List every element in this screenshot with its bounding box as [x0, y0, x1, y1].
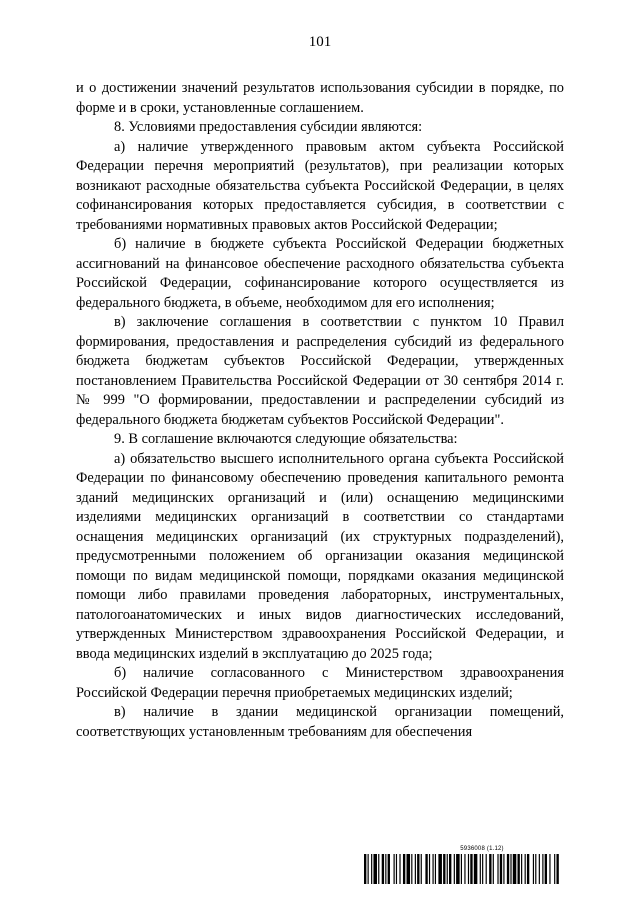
barcode-bar [407, 854, 411, 884]
barcode-bar [535, 854, 536, 884]
barcode-bar [470, 854, 472, 884]
barcode-bar [545, 854, 547, 884]
barcode-bar [493, 854, 494, 884]
barcode-bar [421, 854, 422, 884]
paragraph-clause-8a: а) наличие утвержденного правовым актом субъекта Российской Федерации перечня мероприятий (результатов), при реализации которых возникают расходные обязательства субъекта Российской Федерации, в целях софинансирования которых предоставляется субсидия, в соответствии с требованиями нормативных правовых актов Российской Федерации; [76, 138, 564, 233]
paragraph-clause-8: 8. Условиями предоставления субсидии являются: [114, 119, 423, 135]
barcode-bar [489, 854, 491, 884]
barcode-bar [517, 854, 519, 884]
barcode-bar [388, 854, 390, 884]
barcode-bar [554, 854, 555, 884]
barcode-bar [394, 854, 395, 884]
barcode-bar [461, 854, 462, 884]
barcode-block [364, 846, 560, 884]
barcode-bar [399, 854, 400, 884]
barcode-bar [486, 854, 487, 884]
barcode-bar [432, 854, 433, 884]
barcode-bar [513, 854, 517, 884]
barcode-bar [382, 854, 384, 884]
barcode-bar [507, 854, 509, 884]
paragraph-clause-9b: б) наличие согласованного с Министерством здравоохранения Российской Федерации перечня приобретаемых медицинских изделий; [76, 665, 564, 701]
barcode-bar [378, 854, 379, 884]
barcode-bar [482, 854, 483, 884]
barcode-bar [474, 854, 478, 884]
barcode-bar [368, 854, 369, 884]
barcode-bar [373, 854, 377, 884]
barcode-bar [411, 854, 412, 884]
barcode-bar [500, 854, 502, 884]
barcode-bar [456, 854, 460, 884]
barcode-bar [429, 854, 430, 884]
barcode-bar [454, 854, 455, 884]
barcode-bar [539, 854, 540, 884]
paragraph-continuation: и о достижении значений результатов использования субсидии в порядке, по форме и в сроки, установленные соглашением. [76, 80, 564, 116]
barcode-bar [415, 854, 416, 884]
barcode-bar [527, 854, 529, 884]
barcode-bar [497, 854, 498, 884]
paragraph-clause-8v: в) заключение соглашения в соответствии с пунктом 10 Правил формирования, предоставления и распределения субсидий из федерального бюджета бюджетам субъектов Российской Федерации, утвержденных постановлением Правительства Российской Федерации от 30 сентября 2014 г. № 999 "О формировании, предоставлении и распределении субсидий из федерального бюджета бюджетам субъектов Российской Федерации". [76, 314, 564, 428]
paragraph-clause-9: 9. В соглашение включаются следующие обязательства: [114, 431, 458, 447]
barcode-bar [525, 854, 526, 884]
barcode-bar [533, 854, 534, 884]
paragraph-clause-9a: а) обязательство высшего исполнительного органа субъекта Российской Федерации по финансовому обеспечению проведения капитального ремонта зданий медицинских организаций и (или) оснащению медицинскими изделиями медицинских организаций в соответствии со стандартами оснащения медицинских организаций (их структурных подразделений), предусмотренными положением об организации оказания медицинской помощи по видам медицинской помощи, порядками оказания медицинской помощи либо правилами проведения лабораторных, инструментальных, патологоанатомических и иных видов диагностических исследований, утвержденных Министерством здравоохранения Российской Федерации, и ввода медицинских изделий в эксплуатацию до 2025 года; [76, 450, 564, 662]
barcode-bar [425, 854, 427, 884]
barcode-bar [417, 854, 419, 884]
barcode-bar [503, 854, 504, 884]
barcode-bar [396, 854, 397, 884]
barcode-caption: 5936008 (1.12) [460, 846, 504, 852]
barcode-icon [364, 854, 560, 884]
document-body [76, 79, 564, 742]
barcode-bar [480, 854, 481, 884]
barcode-bar [435, 854, 436, 884]
barcode-bar [468, 854, 469, 884]
barcode-bar [542, 854, 543, 884]
barcode-bar [443, 854, 445, 884]
barcode-bar [556, 854, 558, 884]
paragraph-clause-9v: в) наличие в здании медицинской организации помещений, соответствующих установленным требованиям для обеспечения [76, 704, 564, 740]
paragraph-clause-8b: б) наличие в бюджете субъекта Российской Федерации бюджетных ассигнований на финансовое обеспечение расходного обязательства субъекта Российской Федерации, софинансирование которого осуществляется из федерального бюджета, в объеме, необходимом для его исполнения; [76, 236, 564, 311]
barcode-bar [521, 854, 522, 884]
barcode-bar [549, 854, 550, 884]
barcode-bar [510, 854, 511, 884]
barcode-bar [385, 854, 386, 884]
barcode-bar [371, 854, 372, 884]
page-number: 101 [308, 34, 332, 50]
barcode-bar [464, 854, 465, 884]
barcode-bar [449, 854, 451, 884]
barcode-bar [447, 854, 448, 884]
barcode-bar [364, 854, 366, 884]
barcode-bar [438, 854, 442, 884]
barcode-bar [403, 854, 405, 884]
